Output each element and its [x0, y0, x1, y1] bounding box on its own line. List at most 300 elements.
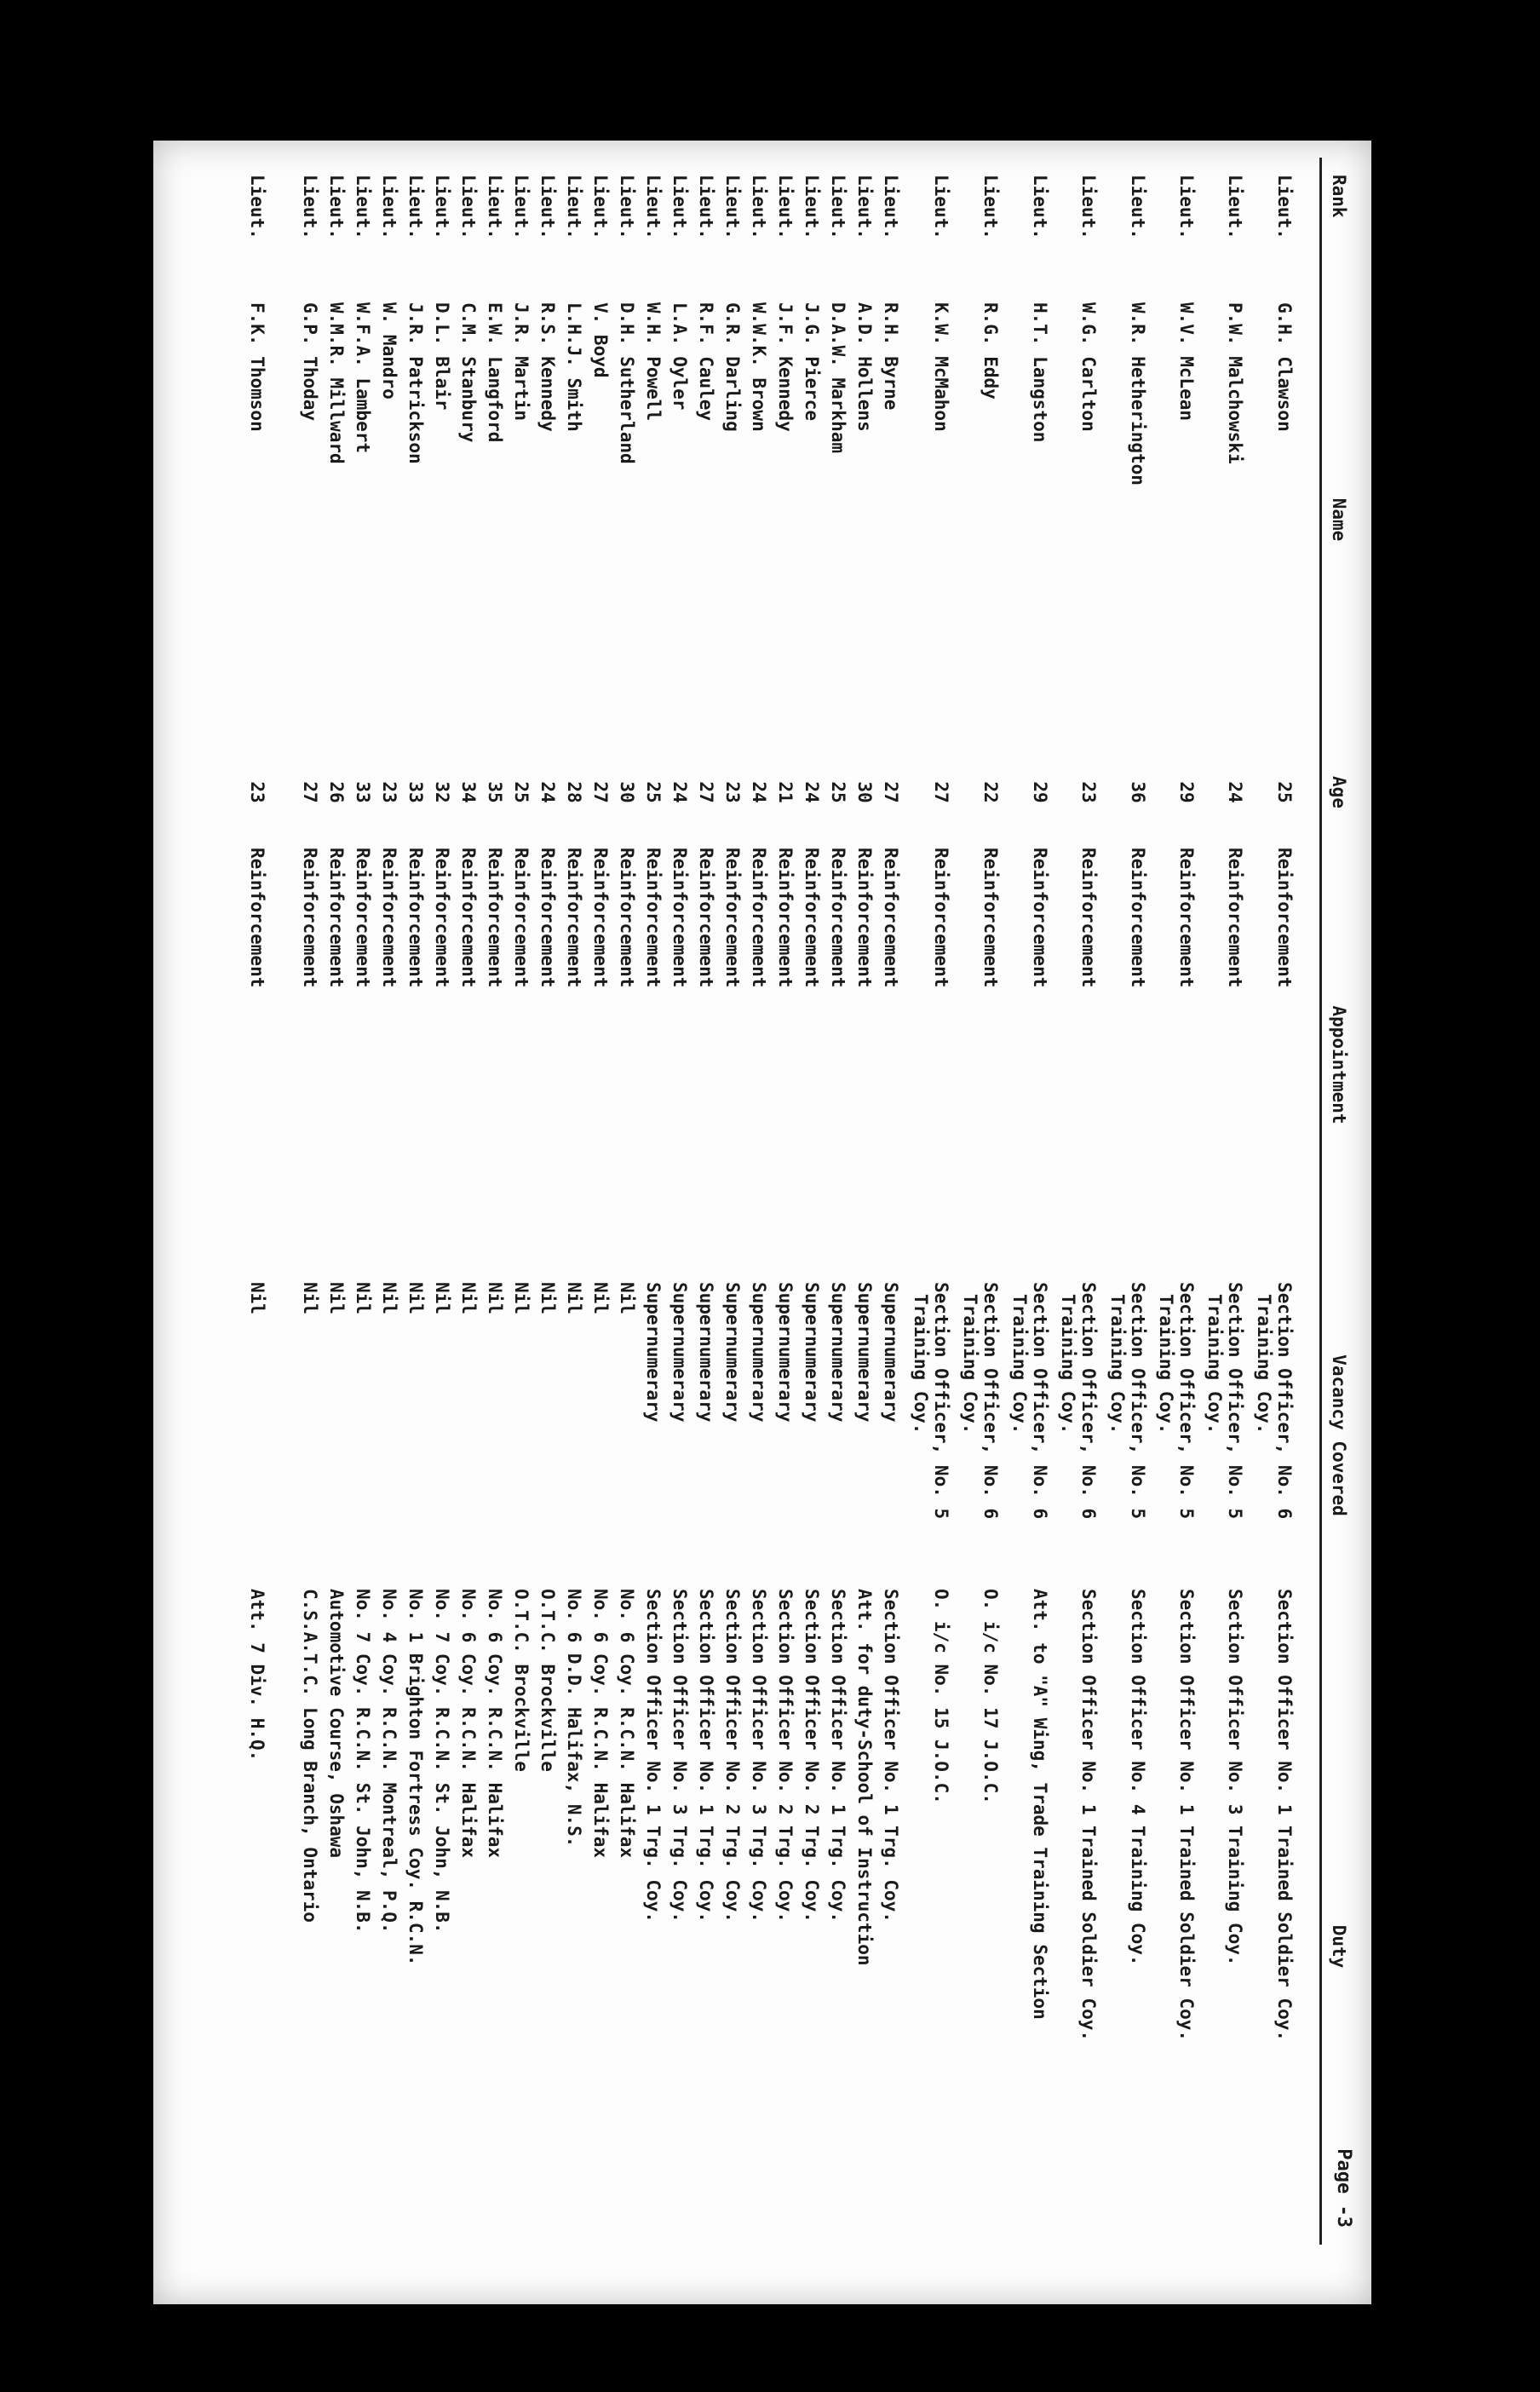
- cell-duty: [485, 1589, 505, 2304]
- cell-rank: Lieut.: [432, 175, 452, 239]
- table-row: [749, 141, 769, 2304]
- duty-line: No. 4 Coy. R.C.N. Montreal, P.Q.: [379, 1589, 399, 1934]
- vacancy-line: Training Coy.: [1254, 1294, 1274, 1435]
- cell-vacancy: [669, 1282, 690, 1589]
- cell-age: 23: [722, 781, 743, 803]
- cell-name: D.A.W. Markham: [828, 302, 848, 454]
- cell-age: 26: [326, 781, 347, 803]
- cell-vacancy: [722, 1282, 743, 1589]
- cell-age: 25: [1274, 781, 1295, 803]
- vacancy-line: Nil: [432, 1282, 452, 1314]
- cell-rank: Lieut.: [931, 175, 951, 239]
- vacancy-line: Nil: [485, 1282, 505, 1314]
- cell-duty: [775, 1589, 796, 2304]
- cell-duty: [828, 1589, 848, 2304]
- cell-age: 25: [828, 781, 848, 803]
- cell-vacancy: [300, 1282, 320, 1589]
- table-row: [1254, 141, 1295, 2304]
- cell-duty: [300, 1589, 320, 2304]
- cell-appointment: Reinforcement: [1225, 848, 1245, 988]
- table-row: [511, 141, 532, 2304]
- cell-appointment: Reinforcement: [537, 848, 558, 988]
- table-row: [696, 141, 716, 2304]
- cell-vacancy: [353, 1282, 373, 1589]
- cell-name: W.M.R. Millward: [326, 302, 347, 464]
- cell-vacancy: [1156, 1282, 1197, 1589]
- cell-name: R.F. Cauley: [696, 302, 716, 422]
- cell-appointment: Reinforcement: [432, 848, 452, 988]
- cell-name: D.L. Blair: [432, 302, 452, 411]
- duty-line: No. 6 Coy. R.C.N. Halifax: [590, 1589, 611, 1859]
- page-number: Page -3: [1333, 2148, 1354, 2228]
- cell-rank: Lieut.: [854, 175, 875, 239]
- cell-name: W.R. Hetherington: [1128, 302, 1148, 486]
- cell-rank: Lieut.: [405, 175, 426, 239]
- table-row: [564, 141, 584, 2304]
- vacancy-line: Supernumerary: [696, 1282, 716, 1423]
- vacancy-line: Nil: [617, 1282, 637, 1314]
- cell-rank: Lieut.: [980, 175, 1001, 239]
- table-row: [1107, 141, 1148, 2304]
- vacancy-line: Training Coy.: [1009, 1294, 1030, 1435]
- vacancy-line: Supernumerary: [749, 1282, 769, 1423]
- vacancy-line: Nil: [353, 1282, 373, 1314]
- table-row: [485, 141, 505, 2304]
- cell-name: L.H.J. Smith: [564, 302, 584, 432]
- vacancy-line: Supernumerary: [854, 1282, 875, 1423]
- cell-rank: Lieut.: [696, 175, 716, 239]
- cell-appointment: Reinforcement: [405, 848, 426, 988]
- cell-duty: [722, 1589, 743, 2304]
- cell-vacancy: [617, 1282, 637, 1589]
- cell-age: 21: [775, 781, 796, 803]
- vacancy-line: Nil: [564, 1282, 584, 1314]
- cell-vacancy: [379, 1282, 399, 1589]
- cell-vacancy: [960, 1282, 1001, 1589]
- duty-line: Section Officer No. 4 Training Coy.: [1128, 1589, 1148, 1966]
- cell-appointment: Reinforcement: [617, 848, 637, 988]
- cell-appointment: Reinforcement: [458, 848, 479, 988]
- cell-appointment: Reinforcement: [379, 848, 399, 988]
- cell-appointment: Reinforcement: [1030, 848, 1050, 988]
- cell-duty: [537, 1589, 558, 2304]
- duty-line: O.T.C. Brockville: [511, 1589, 532, 1772]
- cell-appointment: Reinforcement: [300, 848, 320, 988]
- vacancy-line: Section Officer, No. 6: [1274, 1282, 1295, 1520]
- cell-vacancy: [247, 1282, 267, 1589]
- vacancy-line: Supernumerary: [828, 1282, 848, 1423]
- cell-rank: Lieut.: [511, 175, 532, 239]
- cell-vacancy: [911, 1282, 951, 1589]
- cell-rank: Lieut.: [564, 175, 584, 239]
- cell-vacancy: [590, 1282, 611, 1589]
- table-row: [960, 141, 1001, 2304]
- vacancy-line: Nil: [511, 1282, 532, 1314]
- cell-duty: [432, 1589, 452, 2304]
- duty-line: Att. 7 Div. H.Q.: [247, 1589, 267, 1762]
- duty-line: Att. to "A" Wing, Trade Training Section: [1030, 1589, 1050, 2020]
- cell-rank: Lieut.: [326, 175, 347, 239]
- cell-name: F.K. Thomson: [247, 302, 267, 432]
- cell-rank: Lieut.: [669, 175, 690, 239]
- cell-vacancy: [511, 1282, 532, 1589]
- cell-rank: Lieut.: [590, 175, 611, 239]
- cell-name: V. Boyd: [590, 302, 611, 378]
- cell-appointment: Reinforcement: [854, 848, 875, 988]
- cell-appointment: Reinforcement: [722, 848, 743, 988]
- cell-age: 27: [300, 781, 320, 803]
- document-page: [153, 141, 1371, 2304]
- duty-line: Section Officer No. 1 Trg. Coy.: [881, 1589, 901, 1923]
- vacancy-line: Training Coy.: [1058, 1294, 1078, 1435]
- cell-age: 27: [590, 781, 611, 803]
- vacancy-line: Nil: [405, 1282, 426, 1314]
- cell-rank: Lieut.: [722, 175, 743, 239]
- cell-rank: Lieut.: [1030, 175, 1050, 239]
- cell-rank: Lieut.: [775, 175, 796, 239]
- cell-duty: [247, 1589, 267, 2304]
- cell-duty: [854, 1589, 875, 2304]
- vacancy-line: Section Officer, No. 5: [1225, 1282, 1245, 1520]
- cell-vacancy: [881, 1282, 901, 1589]
- cell-duty: [1030, 1589, 1050, 2304]
- cell-rank: Lieut.: [802, 175, 822, 239]
- cell-rank: Lieut.: [537, 175, 558, 239]
- vacancy-line: Section Officer, No. 6: [1078, 1282, 1099, 1520]
- cell-appointment: Reinforcement: [1176, 848, 1197, 988]
- cell-rank: Lieut.: [300, 175, 320, 239]
- duty-line: C.S.A.T.C. Long Branch, Ontario: [300, 1589, 320, 1923]
- duty-line: Section Officer No. 3 Trg. Coy.: [749, 1589, 769, 1923]
- cell-duty: [696, 1589, 716, 2304]
- table-row: [617, 141, 637, 2304]
- vacancy-line: Nil: [379, 1282, 399, 1314]
- cell-name: H.T. Langston: [1030, 302, 1050, 443]
- cell-name: W.H. Powell: [643, 302, 664, 422]
- vacancy-line: Supernumerary: [722, 1282, 743, 1423]
- cell-duty: [881, 1589, 901, 2304]
- header-rule: [1319, 158, 1322, 2245]
- table-row: [643, 141, 664, 2304]
- cell-appointment: Reinforcement: [775, 848, 796, 988]
- cell-age: 22: [980, 781, 1001, 803]
- cell-age: 30: [854, 781, 875, 803]
- cell-appointment: Reinforcement: [669, 848, 690, 988]
- duty-line: Section Officer No. 1 Trained Soldier Coy.: [1274, 1589, 1295, 2042]
- table-row: [458, 141, 479, 2304]
- cell-age: 28: [564, 781, 584, 803]
- duty-line: No. 6 Coy. R.C.N. Halifax: [458, 1589, 479, 1859]
- cell-appointment: Reinforcement: [881, 848, 901, 988]
- vacancy-line: Section Officer, No. 6: [1030, 1282, 1050, 1520]
- cell-age: 24: [537, 781, 558, 803]
- cell-duty: [802, 1589, 822, 2304]
- cell-duty: [564, 1589, 584, 2304]
- cell-duty: [669, 1589, 690, 2304]
- rotated-sheet: [153, 141, 1371, 2304]
- cell-rank: Lieut.: [458, 175, 479, 239]
- cell-age: 23: [1078, 781, 1099, 803]
- cell-age: 35: [485, 781, 505, 803]
- cell-appointment: Reinforcement: [511, 848, 532, 988]
- cell-vacancy: [564, 1282, 584, 1589]
- cell-age: 36: [1128, 781, 1148, 803]
- cell-age: 25: [643, 781, 664, 803]
- cell-appointment: Reinforcement: [485, 848, 505, 988]
- vacancy-line: Nil: [458, 1282, 479, 1314]
- header-rank: Rank: [1329, 175, 1349, 218]
- cell-rank: Lieut.: [617, 175, 637, 239]
- cell-name: W.F.A. Lambert: [353, 302, 373, 454]
- vacancy-line: Section Officer, No. 5: [1176, 1282, 1197, 1520]
- cell-vacancy: [405, 1282, 426, 1589]
- cell-age: 25: [511, 781, 532, 803]
- cell-appointment: Reinforcement: [353, 848, 373, 988]
- duty-line: Section Officer No. 1 Trg. Coy.: [828, 1589, 848, 1923]
- cell-age: 30: [617, 781, 637, 803]
- vacancy-line: Section Officer, No. 5: [1128, 1282, 1148, 1520]
- duty-line: Section Officer No. 2 Trg. Coy.: [722, 1589, 743, 1923]
- table-row: [537, 141, 558, 2304]
- cell-vacancy: [802, 1282, 822, 1589]
- cell-duty: [1176, 1589, 1197, 2304]
- duty-line: No. 6 Coy. R.C.N. Halifax: [485, 1589, 505, 1859]
- duty-line: Section Officer No. 1 Trained Soldier Coy.: [1078, 1589, 1099, 2042]
- duty-line: No. 1 Brighton Fortress Coy. R.C.N.: [405, 1589, 426, 1966]
- duty-line: O. i/c No. 17 J.O.C.: [980, 1589, 1001, 1804]
- cell-duty: [1225, 1589, 1245, 2304]
- cell-name: E.W. Langford: [485, 302, 505, 443]
- cell-duty: [379, 1589, 399, 2304]
- cell-age: 29: [1030, 781, 1050, 803]
- vacancy-line: Training Coy.: [960, 1294, 980, 1435]
- cell-duty: [458, 1589, 479, 2304]
- cell-age: 27: [931, 781, 951, 803]
- cell-name: J.G. Pierce: [802, 302, 822, 422]
- cell-vacancy: [458, 1282, 479, 1589]
- cell-name: G.H. Clawson: [1274, 302, 1295, 432]
- cell-vacancy: [1058, 1282, 1099, 1589]
- cell-vacancy: [1009, 1282, 1050, 1589]
- duty-line: No. 7 Coy. R.C.N. St. John, N.B.: [432, 1589, 452, 1934]
- duty-line: Section Officer No. 1 Trained Soldier Coy.: [1176, 1589, 1197, 2042]
- vacancy-line: Supernumerary: [643, 1282, 664, 1423]
- cell-age: 24: [1225, 781, 1245, 803]
- duty-line: Section Officer No. 2 Trg. Coy.: [802, 1589, 822, 1923]
- table-row: [911, 141, 951, 2304]
- cell-duty: [511, 1589, 532, 2304]
- vacancy-line: Training Coy.: [1204, 1294, 1225, 1435]
- vacancy-line: Training Coy.: [911, 1294, 931, 1435]
- cell-vacancy: [326, 1282, 347, 1589]
- table-row: [590, 141, 611, 2304]
- cell-appointment: Reinforcement: [326, 848, 347, 988]
- cell-name: K.W. McMahon: [931, 302, 951, 432]
- cell-name: D.H. Sutherland: [617, 302, 637, 464]
- cell-vacancy: [1204, 1282, 1245, 1589]
- cell-name: W.G. Carlton: [1078, 302, 1099, 432]
- table-row: [326, 141, 347, 2304]
- vacancy-line: Training Coy.: [1107, 1294, 1128, 1435]
- cell-duty: [749, 1589, 769, 2304]
- cell-duty: [405, 1589, 426, 2304]
- duty-line: Att. for duty-School of Instruction: [854, 1589, 875, 1966]
- cell-appointment: Reinforcement: [828, 848, 848, 988]
- cell-appointment: Reinforcement: [802, 848, 822, 988]
- cell-appointment: Reinforcement: [1274, 848, 1295, 988]
- cell-name: J.F. Kennedy: [775, 302, 796, 432]
- cell-name: W.V. McLean: [1176, 302, 1197, 422]
- cell-appointment: Reinforcement: [564, 848, 584, 988]
- vacancy-line: Section Officer, No. 6: [980, 1282, 1001, 1520]
- vacancy-line: Nil: [326, 1282, 347, 1314]
- header-age: Age: [1329, 776, 1349, 808]
- cell-rank: Lieut.: [1078, 175, 1099, 239]
- cell-vacancy: [432, 1282, 452, 1589]
- cell-rank: Lieut.: [643, 175, 664, 239]
- duty-line: Section Officer No. 3 Trg. Coy.: [669, 1589, 690, 1923]
- cell-age: 29: [1176, 781, 1197, 803]
- cell-rank: Lieut.: [379, 175, 399, 239]
- cell-age: 33: [405, 781, 426, 803]
- table-row: [669, 141, 690, 2304]
- cell-vacancy: [1107, 1282, 1148, 1589]
- cell-vacancy: [485, 1282, 505, 1589]
- table-row: [722, 141, 743, 2304]
- cell-name: L.A. Oyler: [669, 302, 690, 411]
- cell-name: J.R. Patrickson: [405, 302, 426, 464]
- vacancy-line: Supernumerary: [881, 1282, 901, 1423]
- table-row: [1058, 141, 1099, 2304]
- table-row: [1009, 141, 1050, 2304]
- cell-name: A.D. Hollens: [854, 302, 875, 432]
- cell-rank: Lieut.: [1128, 175, 1148, 239]
- cell-appointment: Reinforcement: [696, 848, 716, 988]
- table-row: [802, 141, 822, 2304]
- cell-duty: [643, 1589, 664, 2304]
- cell-vacancy: [537, 1282, 558, 1589]
- cell-name: W. Mandro: [379, 302, 399, 400]
- vacancy-line: Nil: [537, 1282, 558, 1314]
- cell-rank: Lieut.: [828, 175, 848, 239]
- cell-name: G.P. Thoday: [300, 302, 320, 422]
- cell-age: 24: [749, 781, 769, 803]
- cell-name: R.H. Byrne: [881, 302, 901, 411]
- cell-name: G.R. Darling: [722, 302, 743, 432]
- header-appointment: Appointment: [1329, 1005, 1349, 1124]
- cell-age: 24: [669, 781, 690, 803]
- duty-line: No. 6 Coy. R.C.N. Halifax: [617, 1589, 637, 1859]
- duty-line: No. 7 Coy. R.C.N. St. John, N.B.: [353, 1589, 373, 1934]
- duty-line: O. i/c No. 15 J.O.C.: [931, 1589, 951, 1804]
- cell-vacancy: [749, 1282, 769, 1589]
- cell-name: R.G. Eddy: [980, 302, 1001, 400]
- header-name: Name: [1329, 497, 1349, 542]
- table-row: [353, 141, 373, 2304]
- cell-appointment: Reinforcement: [643, 848, 664, 988]
- cell-vacancy: [775, 1282, 796, 1589]
- cell-name: J.R. Martin: [511, 302, 532, 422]
- cell-appointment: Reinforcement: [980, 848, 1001, 988]
- table-row: [775, 141, 796, 2304]
- cell-duty: [353, 1589, 373, 2304]
- cell-age: 23: [247, 781, 267, 803]
- cell-duty: [590, 1589, 611, 2304]
- cell-rank: Lieut.: [749, 175, 769, 239]
- cell-name: C.M. Stanbury: [458, 302, 479, 443]
- table-row: [828, 141, 848, 2304]
- cell-rank: Lieut.: [1274, 175, 1295, 239]
- cell-rank: Lieut.: [1176, 175, 1197, 239]
- vacancy-line: Training Coy.: [1156, 1294, 1176, 1435]
- table-row: [881, 141, 901, 2304]
- cell-duty: [1274, 1589, 1295, 2304]
- cell-duty: [1128, 1589, 1148, 2304]
- cell-rank: Lieut.: [247, 175, 267, 239]
- table-row: [1156, 141, 1197, 2304]
- cell-appointment: Reinforcement: [749, 848, 769, 988]
- duty-line: No. 6 D.D. Halifax, N.S.: [564, 1589, 584, 1848]
- header-duty: Duty: [1329, 1924, 1349, 1969]
- cell-age: 27: [696, 781, 716, 803]
- vacancy-line: Nil: [247, 1282, 267, 1314]
- vacancy-line: Supernumerary: [802, 1282, 822, 1423]
- cell-duty: [326, 1589, 347, 2304]
- cell-vacancy: [1254, 1282, 1295, 1589]
- cell-vacancy: [696, 1282, 716, 1589]
- duty-line: O.T.C. Brockville: [537, 1589, 558, 1772]
- cell-age: 33: [353, 781, 373, 803]
- cell-appointment: Reinforcement: [931, 848, 951, 988]
- cell-rank: Lieut.: [881, 175, 901, 239]
- cell-duty: [980, 1589, 1001, 2304]
- table-row: [1204, 141, 1245, 2304]
- table-row: [854, 141, 875, 2304]
- cell-appointment: Reinforcement: [1078, 848, 1099, 988]
- vacancy-line: Nil: [590, 1282, 611, 1314]
- cell-vacancy: [643, 1282, 664, 1589]
- cell-vacancy: [854, 1282, 875, 1589]
- table-row: [300, 141, 320, 2304]
- cell-age: 23: [379, 781, 399, 803]
- duty-line: Section Officer No. 1 Trg. Coy.: [696, 1589, 716, 1923]
- cell-appointment: Reinforcement: [590, 848, 611, 988]
- cell-appointment: Reinforcement: [1128, 848, 1148, 988]
- table-row: [432, 141, 452, 2304]
- cell-age: 27: [881, 781, 901, 803]
- cell-age: 32: [432, 781, 452, 803]
- cell-rank: Lieut.: [353, 175, 373, 239]
- cell-rank: Lieut.: [1225, 175, 1245, 239]
- table-row: [405, 141, 426, 2304]
- cell-age: 24: [802, 781, 822, 803]
- duty-line: Section Officer No. 1 Trg. Coy.: [643, 1589, 664, 1923]
- cell-rank: Lieut.: [485, 175, 505, 239]
- duty-line: Automotive Course, Oshawa: [326, 1589, 347, 1859]
- cell-appointment: Reinforcement: [247, 848, 267, 988]
- cell-duty: [931, 1589, 951, 2304]
- table-row: [379, 141, 399, 2304]
- table-row: [247, 141, 267, 2304]
- vacancy-line: Nil: [300, 1282, 320, 1314]
- vacancy-line: Supernumerary: [669, 1282, 690, 1423]
- cell-name: R.S. Kennedy: [537, 302, 558, 432]
- table-header: [1329, 141, 1349, 2304]
- duty-line: Section Officer No. 2 Trg. Coy.: [775, 1589, 796, 1923]
- vacancy-line: Section Officer, No. 5: [931, 1282, 951, 1520]
- duty-line: Section Officer No. 3 Training Coy.: [1225, 1589, 1245, 1966]
- vacancy-line: Supernumerary: [775, 1282, 796, 1423]
